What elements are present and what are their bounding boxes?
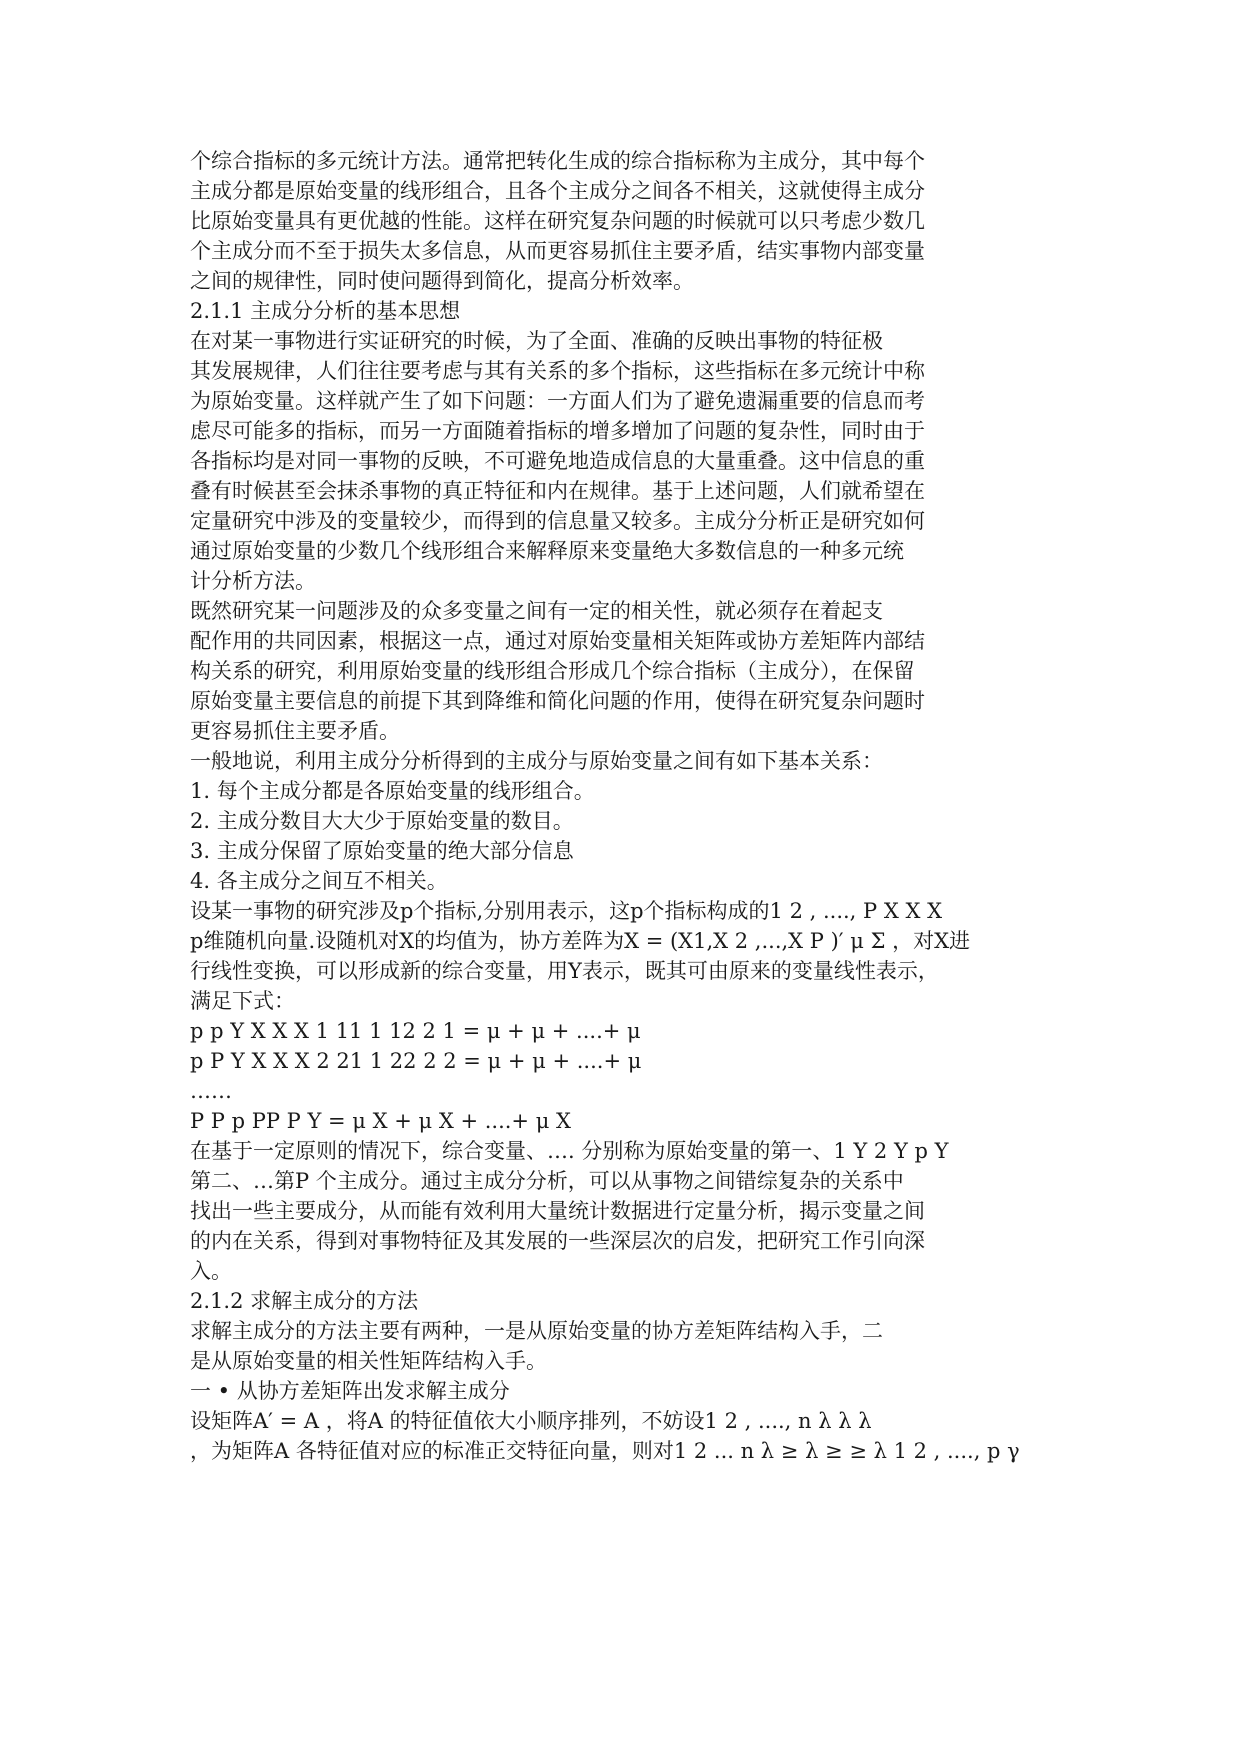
text-line: 定量研究中涉及的变量较少，而得到的信息量又较多。主成分分析正是研究如何 [190,509,925,533]
text-line: 设矩阵A′ = A ，将A 的特征值依大小顺序排列，不妨设1 2 , ...., n λ λ λ [190,1409,872,1433]
text-line: 更容易抓住主要矛盾。 [190,719,400,743]
text-line: 个主成分而不至于损失太多信息，从而更容易抓住主要矛盾，结实事物内部变量 [190,239,925,263]
text-line: 为原始变量。这样就产生了如下问题：一方面人们为了避免遗漏重要的信息而考 [190,389,925,413]
text-line: 2.1.2 求解主成分的方法 [190,1289,419,1313]
text-line: 入。 [190,1259,232,1283]
text-line: 3. 主成分保留了原始变量的绝大部分信息 [190,839,574,863]
document-body [190,146,1200,1466]
text-line: 配作用的共同因素，根据这一点，通过对原始变量相关矩阵或协方差矩阵内部结 [190,629,925,653]
text-line: 满足下式： [190,989,295,1013]
text-line: 2.1.1 主成分分析的基本思想 [190,299,461,323]
text-line: 一 • 从协方差矩阵出发求解主成分 [190,1379,510,1403]
text-line: ，为矩阵A 各特征值对应的标准正交特征向量，则对1 2 ... n λ ≥ λ ≥ ≥ λ 1 2 , ...., p γ [190,1439,1020,1463]
text-line: 通过原始变量的少数几个线形组合来解释原来变量绝大多数信息的一种多元统 [190,539,904,563]
text-line: 之间的规律性，同时使问题得到简化，提高分析效率。 [190,269,694,293]
text-line: 的内在关系，得到对事物特征及其发展的一些深层次的启发，把研究工作引向深 [190,1229,925,1253]
text-line: 找出一些主要成分，从而能有效利用大量统计数据进行定量分析，揭示变量之间 [190,1199,925,1223]
text-line: 个综合指标的多元统计方法。通常把转化生成的综合指标称为主成分，其中每个 [190,149,925,173]
text-line: p维随机向量.设随机对X的均值为，协方差阵为X = (X1,X 2 ,...,X P )′ μ Σ ，对X进 [190,929,971,953]
text-line: 一般地说，利用主成分分析得到的主成分与原始变量之间有如下基本关系： [190,749,883,773]
text-line: 主成分都是原始变量的线形组合，且各个主成分之间各不相关，这就使得主成分 [190,179,925,203]
text-line: 叠有时候甚至会抹杀事物的真正特征和内在规律。基于上述问题，人们就希望在 [190,479,925,503]
text-line: 设某一事物的研究涉及p个指标,分别用表示，这p个指标构成的1 2 , ...., P X X X [190,899,943,923]
text-line: 比原始变量具有更优越的性能。这样在研究复杂问题的时候就可以只考虑少数几 [190,209,925,233]
text-line: P P p PP P Y = μ X + μ X + ....+ μ X [190,1109,571,1133]
text-line: 4. 各主成分之间互不相关。 [190,869,448,893]
text-line: p P Y X X X 2 21 1 22 2 2 = μ + μ + ....+ μ [190,1049,642,1073]
text-line: 行线性变换，可以形成新的综合变量，用Y表示，既其可由原来的变量线性表示， [190,959,939,983]
text-line: 在基于一定原则的情况下，综合变量、…. 分别称为原始变量的第一、1 Y 2 Y p Y [190,1139,949,1163]
text-line: 既然研究某一问题涉及的众多变量之间有一定的相关性，就必须存在着起支 [190,599,883,623]
text-line: 2. 主成分数目大大少于原始变量的数目。 [190,809,574,833]
text-line: 是从原始变量的相关性矩阵结构入手。 [190,1349,547,1373]
text-line: 求解主成分的方法主要有两种，一是从原始变量的协方差矩阵结构入手，二 [190,1319,883,1343]
text-line: 虑尽可能多的指标，而另一方面随着指标的增多增加了问题的复杂性，同时由于 [190,419,925,443]
text-line: p p Y X X X 1 11 1 12 2 1 = μ + μ + ....+ μ [190,1019,641,1043]
text-line: 原始变量主要信息的前提下其到降维和简化问题的作用，使得在研究复杂问题时 [190,689,925,713]
text-line: 在对某一事物进行实证研究的时候，为了全面、准确的反映出事物的特征极 [190,329,883,353]
text-line: 第二、…第P 个主成分。通过主成分分析，可以从事物之间错综复杂的关系中 [190,1169,904,1193]
text-line: 1. 每个主成分都是各原始变量的线形组合。 [190,779,595,803]
text-line: …… [190,1079,232,1103]
text-line: 构关系的研究，利用原始变量的线形组合形成几个综合指标（主成分），在保留 [190,659,915,683]
text-line: 其发展规律，人们往往要考虑与其有关系的多个指标，这些指标在多元统计中称 [190,359,925,383]
text-line: 各指标均是对同一事物的反映，不可避免地造成信息的大量重叠。这中信息的重 [190,449,925,473]
text-line: 计分析方法。 [190,569,316,593]
